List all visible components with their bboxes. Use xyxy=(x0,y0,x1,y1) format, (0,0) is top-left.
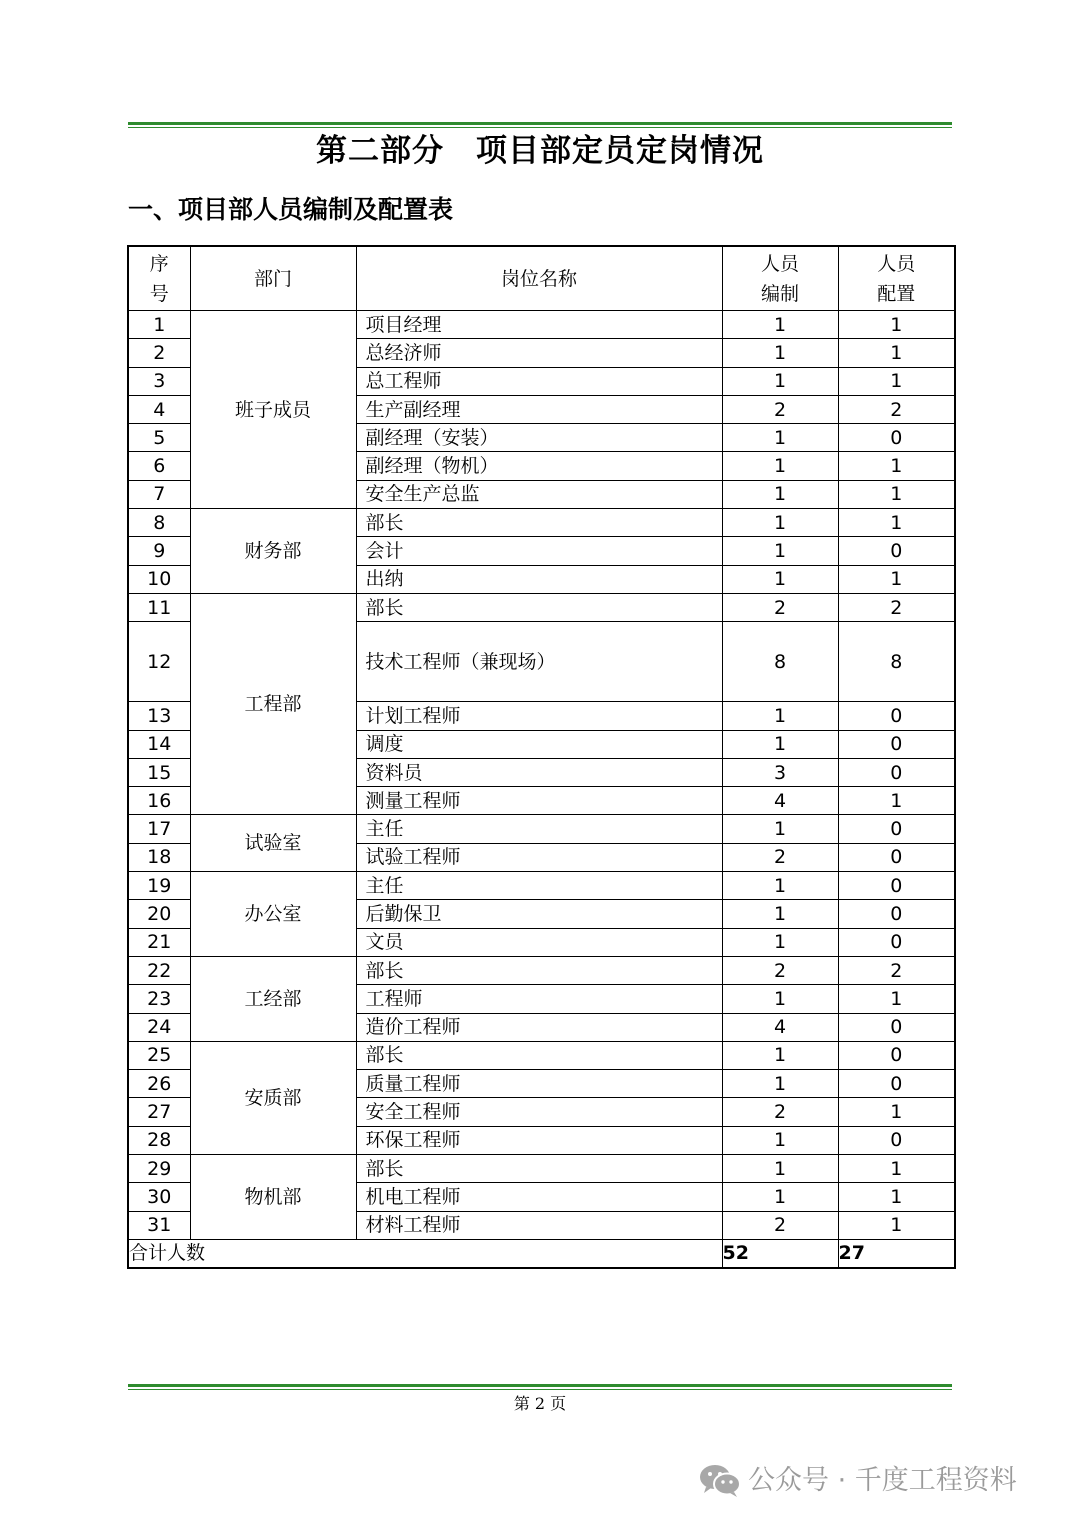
row-quota: 1 xyxy=(722,480,838,508)
row-post: 测量工程师 xyxy=(356,787,722,815)
row-post: 工程师 xyxy=(356,985,722,1013)
row-staffed: 0 xyxy=(838,730,955,758)
row-seq: 22 xyxy=(128,956,190,984)
page-title: 第二部分 项目部定员定岗情况 xyxy=(316,133,764,169)
row-seq: 27 xyxy=(128,1098,190,1126)
row-staffed: 0 xyxy=(838,843,955,871)
row-quota: 1 xyxy=(722,1070,838,1098)
header-staffed: 人员 配置 xyxy=(838,246,955,311)
row-post: 文员 xyxy=(356,928,722,956)
row-staffed: 0 xyxy=(838,758,955,786)
row-seq: 25 xyxy=(128,1041,190,1069)
row-staffed: 0 xyxy=(838,537,955,565)
row-post: 部长 xyxy=(356,509,722,537)
header-quota: 人员 编制 xyxy=(722,246,838,311)
total-quota: 52 xyxy=(722,1239,838,1268)
watermark xyxy=(698,1462,1017,1500)
row-quota: 3 xyxy=(722,758,838,786)
row-quota: 1 xyxy=(722,1183,838,1211)
row-post: 部长 xyxy=(356,593,722,621)
wechat-icon xyxy=(698,1463,742,1499)
row-seq: 11 xyxy=(128,593,190,621)
row-staffed: 1 xyxy=(838,339,955,367)
row-staffed: 1 xyxy=(838,565,955,593)
row-quota: 1 xyxy=(722,565,838,593)
row-seq: 12 xyxy=(128,622,190,702)
row-quota: 1 xyxy=(722,339,838,367)
row-post: 计划工程师 xyxy=(356,702,722,730)
row-staffed: 0 xyxy=(838,928,955,956)
table-row xyxy=(128,956,955,984)
row-seq: 4 xyxy=(128,395,190,423)
row-seq: 20 xyxy=(128,900,190,928)
row-post: 安全生产总监 xyxy=(356,480,722,508)
row-post: 机电工程师 xyxy=(356,1183,722,1211)
dept-cell: 财务部 xyxy=(190,509,356,594)
row-staffed: 0 xyxy=(838,1126,955,1154)
row-quota: 1 xyxy=(722,1041,838,1069)
row-post: 总工程师 xyxy=(356,367,722,395)
row-post: 资料员 xyxy=(356,758,722,786)
table-row xyxy=(128,1041,955,1069)
table-row xyxy=(128,509,955,537)
row-post: 副经理（物机） xyxy=(356,452,722,480)
row-seq: 29 xyxy=(128,1155,190,1183)
row-quota: 1 xyxy=(722,815,838,843)
table-row xyxy=(128,311,955,339)
header-dept: 部门 xyxy=(190,246,356,311)
row-staffed: 0 xyxy=(838,702,955,730)
row-seq: 10 xyxy=(128,565,190,593)
dept-cell: 工经部 xyxy=(190,956,356,1041)
row-staffed: 0 xyxy=(838,872,955,900)
row-quota: 2 xyxy=(722,395,838,423)
row-quota: 8 xyxy=(722,622,838,702)
row-staffed: 8 xyxy=(838,622,955,702)
footer-rule xyxy=(128,1384,952,1390)
row-post: 主任 xyxy=(356,815,722,843)
row-post: 会计 xyxy=(356,537,722,565)
row-post: 调度 xyxy=(356,730,722,758)
watermark-text: 公众号 · 千度工程资料 xyxy=(748,1465,1017,1496)
dept-cell: 办公室 xyxy=(190,872,356,957)
row-quota: 2 xyxy=(722,1211,838,1239)
row-post: 部长 xyxy=(356,1041,722,1069)
total-staffed: 27 xyxy=(838,1239,955,1268)
row-staffed: 2 xyxy=(838,956,955,984)
row-post: 试验工程师 xyxy=(356,843,722,871)
row-post: 项目经理 xyxy=(356,311,722,339)
row-post: 质量工程师 xyxy=(356,1070,722,1098)
row-seq: 30 xyxy=(128,1183,190,1211)
row-seq: 3 xyxy=(128,367,190,395)
row-staffed: 1 xyxy=(838,452,955,480)
row-staffed: 1 xyxy=(838,985,955,1013)
row-staffed: 0 xyxy=(838,1041,955,1069)
row-quota: 1 xyxy=(722,452,838,480)
row-quota: 2 xyxy=(722,1098,838,1126)
row-post: 部长 xyxy=(356,956,722,984)
row-staffed: 0 xyxy=(838,424,955,452)
table-header-row xyxy=(128,246,955,311)
row-staffed: 0 xyxy=(838,900,955,928)
header-seq: 序 号 xyxy=(128,246,190,311)
row-seq: 2 xyxy=(128,339,190,367)
row-seq: 5 xyxy=(128,424,190,452)
row-seq: 13 xyxy=(128,702,190,730)
row-post: 部长 xyxy=(356,1155,722,1183)
row-post: 造价工程师 xyxy=(356,1013,722,1041)
row-seq: 18 xyxy=(128,843,190,871)
dept-cell: 班子成员 xyxy=(190,311,356,509)
row-quota: 1 xyxy=(722,424,838,452)
staff-table xyxy=(127,245,956,1269)
total-row xyxy=(128,1239,955,1268)
row-staffed: 1 xyxy=(838,1183,955,1211)
row-seq: 8 xyxy=(128,509,190,537)
row-quota: 2 xyxy=(722,593,838,621)
row-staffed: 1 xyxy=(838,1155,955,1183)
row-quota: 1 xyxy=(722,1126,838,1154)
row-seq: 6 xyxy=(128,452,190,480)
row-seq: 1 xyxy=(128,311,190,339)
row-staffed: 2 xyxy=(838,593,955,621)
row-staffed: 1 xyxy=(838,509,955,537)
dept-cell: 工程部 xyxy=(190,593,356,814)
row-staffed: 0 xyxy=(838,1013,955,1041)
row-seq: 23 xyxy=(128,985,190,1013)
row-seq: 9 xyxy=(128,537,190,565)
table-body xyxy=(128,311,955,1240)
page-number: 第 2 页 xyxy=(513,1394,567,1413)
row-post: 总经济师 xyxy=(356,339,722,367)
row-staffed: 0 xyxy=(838,815,955,843)
row-quota: 2 xyxy=(722,843,838,871)
row-post: 出纳 xyxy=(356,565,722,593)
row-seq: 14 xyxy=(128,730,190,758)
total-label: 合计人数 xyxy=(128,1239,722,1268)
row-post: 环保工程师 xyxy=(356,1126,722,1154)
row-seq: 16 xyxy=(128,787,190,815)
table-row xyxy=(128,815,955,843)
row-staffed: 1 xyxy=(838,1098,955,1126)
row-seq: 7 xyxy=(128,480,190,508)
row-post: 副经理（安装） xyxy=(356,424,722,452)
row-quota: 4 xyxy=(722,787,838,815)
row-post: 安全工程师 xyxy=(356,1098,722,1126)
row-staffed: 1 xyxy=(838,311,955,339)
row-quota: 1 xyxy=(722,872,838,900)
table-row xyxy=(128,593,955,621)
row-seq: 31 xyxy=(128,1211,190,1239)
dept-cell: 安质部 xyxy=(190,1041,356,1154)
row-staffed: 1 xyxy=(838,787,955,815)
row-quota: 1 xyxy=(722,311,838,339)
row-seq: 17 xyxy=(128,815,190,843)
row-quota: 1 xyxy=(722,985,838,1013)
dept-cell: 物机部 xyxy=(190,1155,356,1240)
row-seq: 15 xyxy=(128,758,190,786)
row-staffed: 1 xyxy=(838,480,955,508)
row-post: 技术工程师（兼现场） xyxy=(356,622,722,702)
row-seq: 28 xyxy=(128,1126,190,1154)
row-post: 生产副经理 xyxy=(356,395,722,423)
row-post: 后勤保卫 xyxy=(356,900,722,928)
row-quota: 1 xyxy=(722,730,838,758)
table-row xyxy=(128,872,955,900)
row-quota: 1 xyxy=(722,509,838,537)
row-quota: 1 xyxy=(722,537,838,565)
row-quota: 2 xyxy=(722,956,838,984)
table-row xyxy=(128,1155,955,1183)
section-title: 一、项目部人员编制及配置表 xyxy=(128,195,454,224)
row-quota: 1 xyxy=(722,928,838,956)
row-seq: 24 xyxy=(128,1013,190,1041)
row-post: 主任 xyxy=(356,872,722,900)
row-staffed: 0 xyxy=(838,1070,955,1098)
row-quota: 4 xyxy=(722,1013,838,1041)
header-post: 岗位名称 xyxy=(356,246,722,311)
row-staffed: 2 xyxy=(838,395,955,423)
row-staffed: 1 xyxy=(838,367,955,395)
row-quota: 1 xyxy=(722,900,838,928)
row-seq: 19 xyxy=(128,872,190,900)
row-quota: 1 xyxy=(722,1155,838,1183)
row-post: 材料工程师 xyxy=(356,1211,722,1239)
row-seq: 26 xyxy=(128,1070,190,1098)
row-seq: 21 xyxy=(128,928,190,956)
dept-cell: 试验室 xyxy=(190,815,356,872)
row-quota: 1 xyxy=(722,702,838,730)
row-quota: 1 xyxy=(722,367,838,395)
row-staffed: 1 xyxy=(838,1211,955,1239)
